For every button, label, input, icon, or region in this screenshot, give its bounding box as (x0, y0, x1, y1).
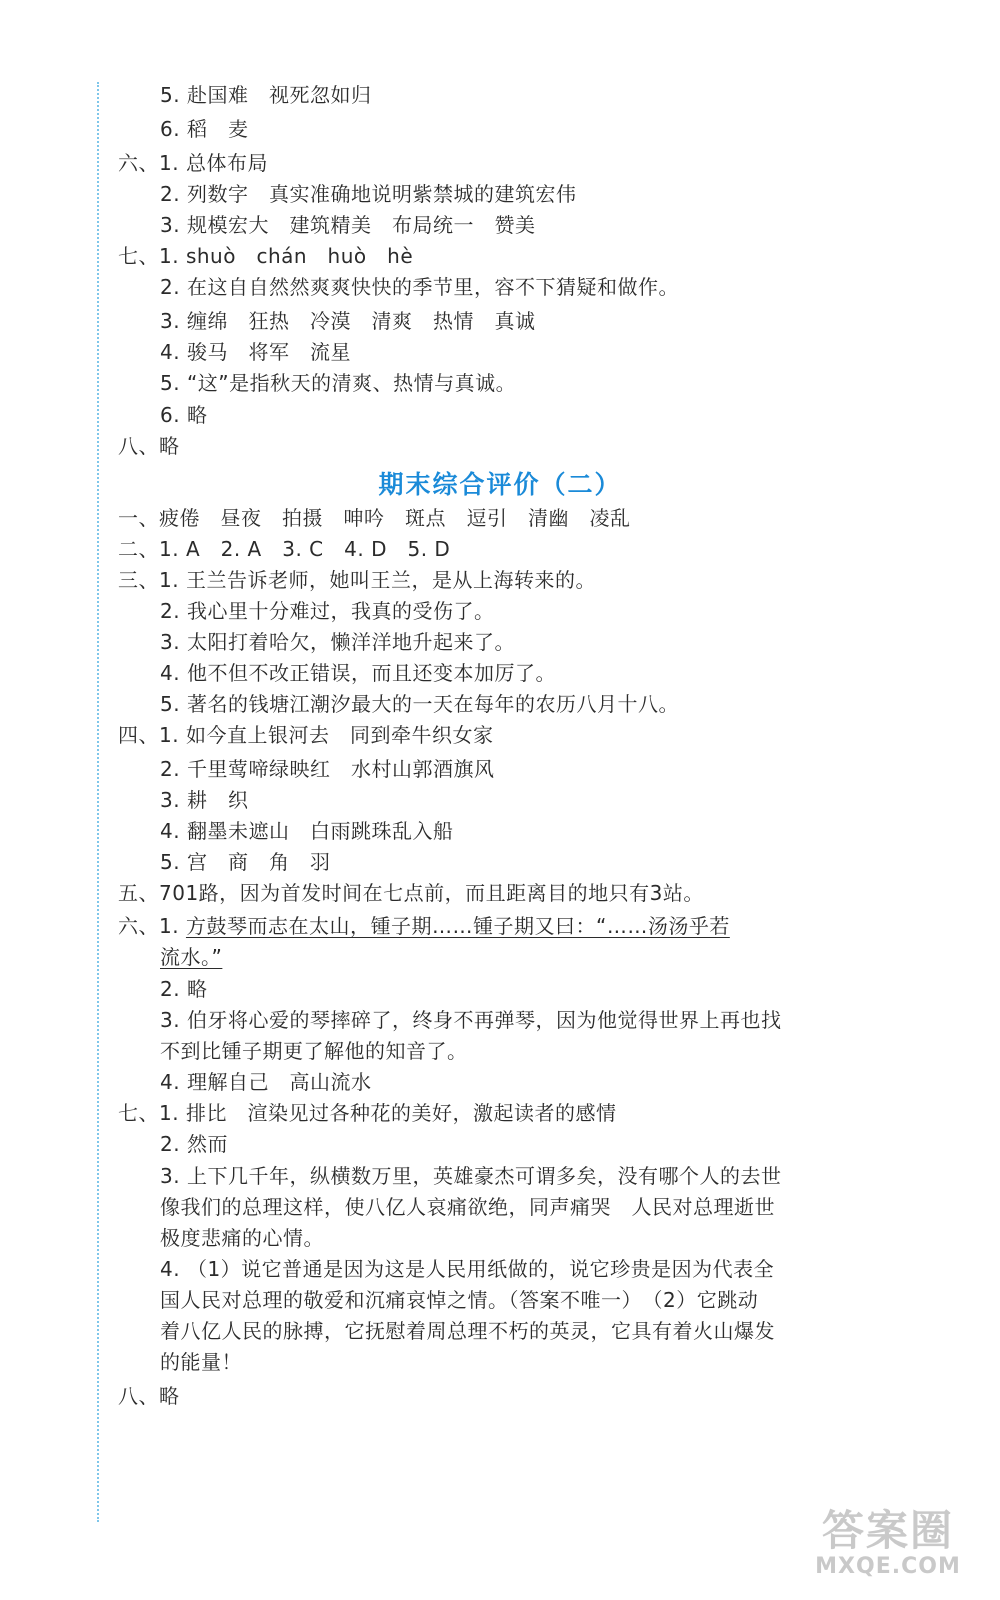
section-7-line-1: 七、1. shuò chán huò hè (118, 244, 414, 268)
answer-line: 2. 然而 (160, 1132, 228, 1156)
answer-line: 4. （1）说它普通是因为这是人民用纸做的，说它珍贵是因为代表全 (160, 1257, 775, 1281)
answer-line: 6. 稻 麦 (160, 117, 249, 141)
part-3-line-1: 三、1. 王兰告诉老师，她叫王兰，是从上海转来的。 (118, 568, 596, 592)
part-8-line: 八、略 (118, 1384, 180, 1408)
answer-line: 2. 列数字 真实准确地说明紫禁城的建筑宏伟 (160, 182, 577, 206)
answer-line: 3. 太阳打着哈欠，懒洋洋地升起来了。 (160, 630, 515, 654)
answer-line: 的能量！ (160, 1350, 242, 1374)
watermark-logo (798, 1508, 978, 1588)
answer-line: 不到比锺子期更了解他的知音了。 (160, 1039, 468, 1063)
answer-line: 国人民对总理的敬爱和沉痛哀悼之情。（答案不唯一） （2）它跳动 (160, 1288, 759, 1312)
part-4-line-1: 四、1. 如今直上银河去 同到牵牛织女家 (118, 723, 494, 747)
answer-line: 着八亿人民的脉搏，它抚慰着周总理不朽的英灵，它具有着火山爆发 (160, 1319, 775, 1343)
section-title: 期末综合评价（二） (378, 470, 622, 499)
answer-line: 4. 骏马 将军 流星 (160, 340, 351, 364)
part-2-line: 二、1. A 2. A 3. C 4. D 5. D (118, 537, 451, 561)
answer-line: 像我们的总理这样，使八亿人哀痛欲绝，同声痛哭 人民对总理逝世 (160, 1195, 775, 1219)
answer-line: 5. 著名的钱塘江潮汐最大的一天在每年的农历八月十八。 (160, 692, 679, 716)
answer-line: 2. 我心里十分难过，我真的受伤了。 (160, 599, 495, 623)
answer-line: 4. 翻墨未遮山 白雨跳珠乱入船 (160, 819, 454, 843)
watermark-main: 答案圈 (821, 1506, 954, 1555)
section-8-line: 八、略 (118, 434, 180, 458)
answer-line: 6. 略 (160, 403, 208, 427)
answer-line: 4. 理解自己 高山流水 (160, 1070, 372, 1094)
answer-line: 3. 耕 织 (160, 788, 249, 812)
part-6-line-2 (160, 944, 222, 970)
answer-line: 3. 规模宏大 建筑精美 布局统一 赞美 (160, 213, 536, 237)
answer-line: 5. 赴国难 视死忽如归 (160, 83, 372, 107)
answer-line: 5. 宫 商 角 羽 (160, 850, 331, 874)
part-1-line: 一、疲倦 昼夜 拍摄 呻吟 斑点 逗引 清幽 凌乱 (118, 506, 631, 530)
section-6-line-1: 六、1. 总体布局 (118, 151, 268, 175)
part-5-line: 五、701路，因为首发时间在七点前，而且距离目的地只有3站。 (118, 881, 704, 905)
underlined-answer: 方鼓琴而志在太山，锺子期……锺子期又曰：“……汤汤乎若 (185, 914, 730, 938)
answer-line: 4. 他不但不改正错误，而且还变本加厉了。 (160, 661, 556, 685)
part-6-line-1 (118, 913, 730, 939)
answer-line: 3. 上下几千年，纵横数万里，英雄豪杰可谓多矣，没有哪个人的去世 (160, 1164, 782, 1188)
part-7-line-1: 七、1. 排比 渲染见过各种花的美好，激起读者的感情 (118, 1101, 617, 1125)
answer-line: 3. 伯牙将心爱的琴摔碎了，终身不再弹琴，因为他觉得世界上再也找 (160, 1008, 782, 1032)
answer-line: 3. 缠绵 狂热 冷漠 清爽 热情 真诚 (160, 309, 536, 333)
watermark-url: MXQE.COM (815, 1554, 961, 1579)
underlined-answer-cont: 流水。” (160, 945, 223, 969)
answer-line: 5. “这”是指秋天的清爽、热情与真诚。 (160, 371, 517, 395)
answer-line: 2. 在这自自然然爽爽快快的季节里，容不下猜疑和做作。 (160, 275, 679, 299)
answer-line: 2. 千里莺啼绿映红 水村山郭酒旗风 (160, 757, 495, 781)
part-6-prefix: 六、1. (118, 914, 186, 938)
answer-line: 2. 略 (160, 977, 208, 1001)
answer-line: 极度悲痛的心情。 (160, 1226, 324, 1250)
